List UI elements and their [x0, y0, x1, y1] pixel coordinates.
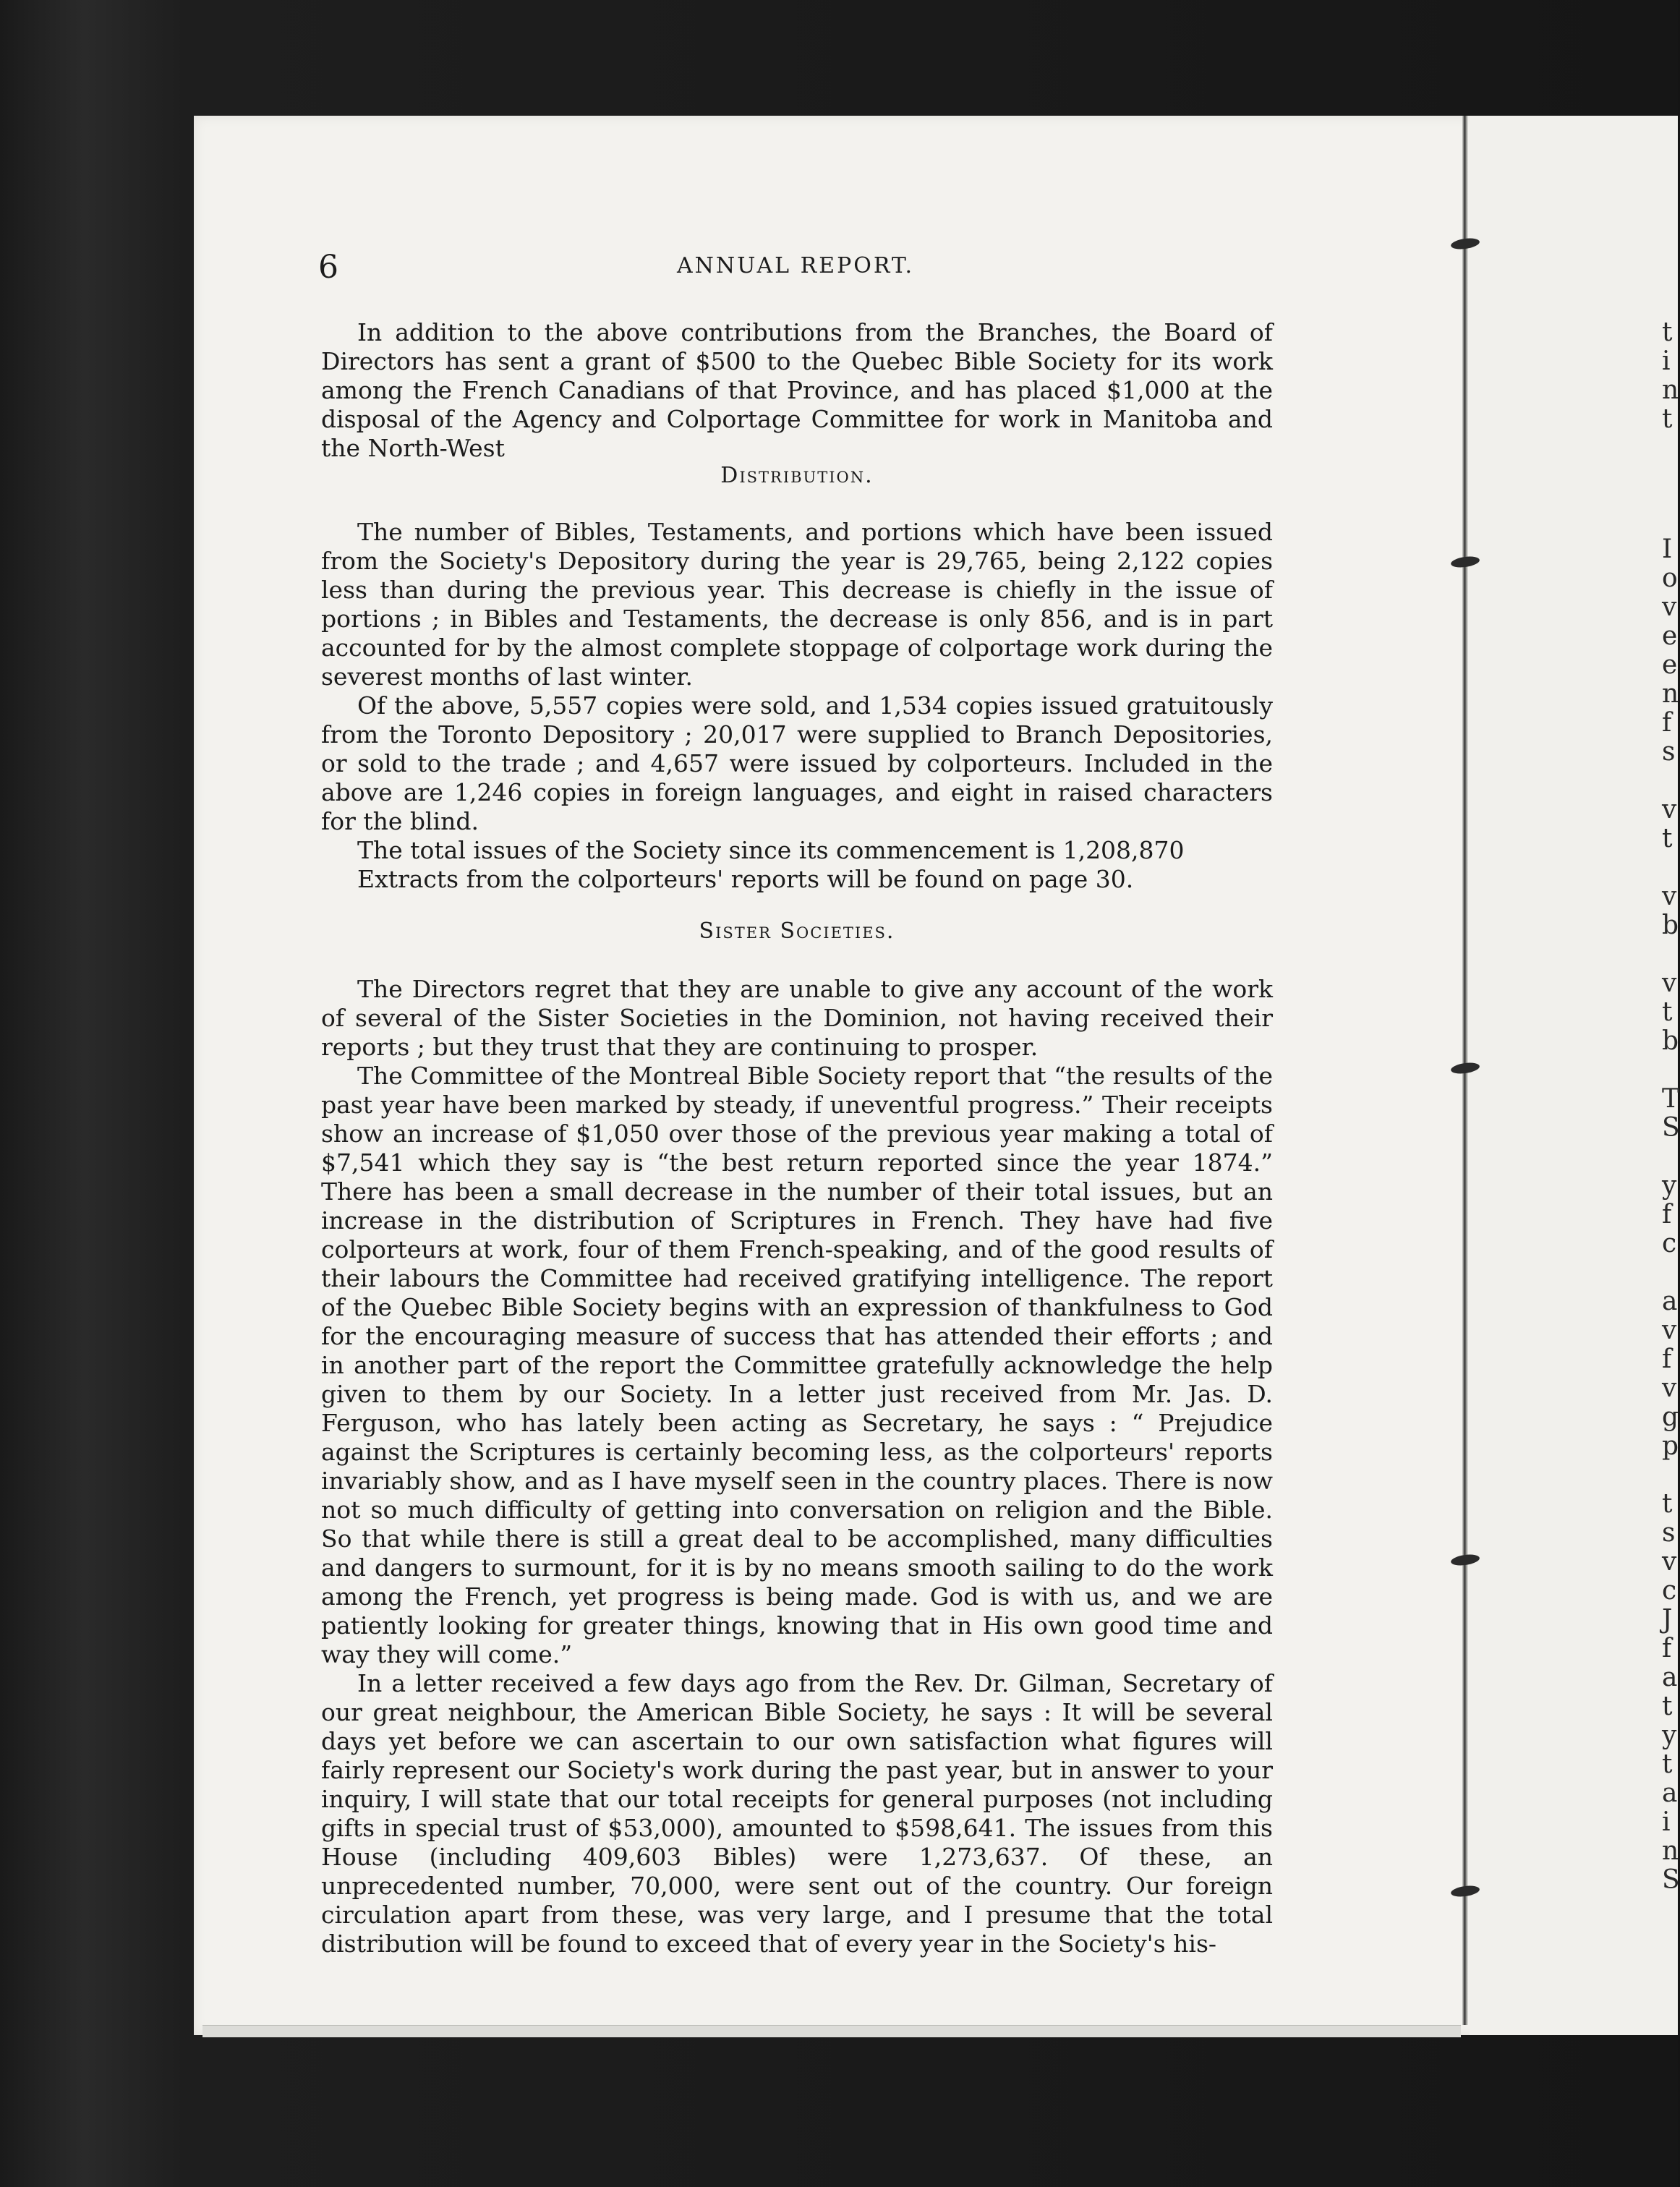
facing-page-fragment: n [1662, 679, 1679, 709]
facing-page-fragment: f [1662, 1200, 1672, 1229]
sister-paragraph-2: The Committee of the Montreal Bible Society report that “the results of the past year have been marked by steady, if uneventful progress.” Their receipts show an increase of $1,050 over those of the previous year making a total of $7,541 which they say is “the best return reported since the year 1874.” There has been a small decrease in the number of their total issues, but an increase in the distribution of Scriptures in French. They have had five colporteurs at work, four of them French-speaking, and of the good results of their labours the Committee had received gratifying intelligence. The report of the Quebec Bible Society begins with an expression of thankfulness to God for the encouraging measure of success that has attended their efforts ; and in another part of the report the Committee gratefully acknowledge the help given to them by our Society. In a letter just received from Mr. Jas. D. Ferguson, who has lately been acting as Secretary, he says : “ Prejudice against the Scriptures is certainly becoming less, as the colporteurs' reports invariably show, and as I have myself seen in the country places. There is now not so much difficulty of getting into conversation on religion and the Bible. So that while there is still a great deal to be accomplished, many difficulties and dangers to surmount, for it is by no means smooth sailing to do the work among the French, yet progress is being made. God is with us, and we are patiently looking for greater things, knowing that in His own good time and way they will come.” [321, 1062, 1273, 1668]
facing-page-fragment: v [1662, 592, 1677, 622]
facing-page-fragment: t [1662, 317, 1673, 347]
facing-page-fragment: f [1662, 708, 1672, 738]
facing-page-fragment: a [1662, 1778, 1678, 1808]
running-head: ANNUAL REPORT. [676, 253, 915, 278]
facing-page-fragment: t [1662, 997, 1673, 1027]
facing-page-fragment: i [1662, 346, 1671, 376]
facing-page-fragment: p [1662, 1431, 1679, 1461]
sister-paragraph-1: The Directors regret that they are unable to give any account of the work of several of the Sister Societies in the Dominion, not having received their reports ; but they trust that they are continuing to prosper. [321, 975, 1273, 1061]
facing-page-fragment: t [1662, 1489, 1673, 1519]
facing-page-fragment: s [1662, 737, 1676, 767]
distribution-paragraph-1: The number of Bibles, Testaments, and portions which have been issued from the Society's Depository during the year is 29,765, being 2,122 copies less than during the previous year. This decrease is chiefly in the issue of portions ; in Bibles and Testaments, the decrease is only 856, and is in part accounted for by the almost complete stoppage of colportage work during the severest months of last winter. [321, 518, 1273, 691]
facing-page-fragment: v [1662, 795, 1677, 824]
facing-page-fragment: c [1662, 1229, 1677, 1258]
facing-page-fragment: v [1662, 1316, 1677, 1345]
intro-paragraph: In addition to the above contributions from the Branches, the Board of Directors has sent a grant of $500 to the Quebec Bible Society for its work among the French Canadians of that Province, and has placed $1,000 at the disposal of the Agency and Colportage Committee for work in Manitoba and the North-West [321, 318, 1273, 462]
facing-page-fragment: J [1662, 1605, 1673, 1634]
intro-paragraph-block [321, 318, 1273, 463]
facing-page-fragment: i [1662, 1807, 1671, 1837]
facing-page-fragment: t [1662, 1692, 1673, 1721]
facing-page-fragment: S [1662, 1865, 1680, 1895]
distribution-block [321, 518, 1273, 894]
facing-page-fragment: b [1662, 1026, 1679, 1056]
distribution-heading: Distribution. [720, 463, 874, 488]
facing-page-fragment: o [1662, 563, 1678, 593]
facing-page-fragment: c [1662, 1576, 1677, 1606]
facing-page-fragment: S [1662, 1113, 1680, 1143]
facing-page-fragment: f [1662, 1344, 1672, 1374]
facing-page-fragment: t [1662, 404, 1673, 434]
page-edge [202, 2025, 1461, 2037]
facing-page-fragment: I [1662, 534, 1673, 564]
facing-page-fragment: n [1662, 375, 1679, 405]
distribution-paragraph-2: Of the above, 5,557 copies were sold, and 1,534 copies issued gratuitously from the Toronto Depository ; 20,017 were supplied to Branch Depositories, or sold to the trade ; and 4,657 were issued by colporteurs. Included in the above are 1,246 copies in foreign languages, and eight in raised characters for the blind. [321, 691, 1273, 835]
facing-page-fragment: v [1662, 968, 1677, 998]
page-header [318, 249, 1273, 285]
facing-page-fragment: y [1662, 1171, 1677, 1201]
page-number: 6 [318, 249, 338, 286]
facing-page-fragment: v [1662, 1373, 1677, 1403]
facing-page-fragment: T [1662, 1084, 1680, 1114]
facing-page-fragment: t [1662, 1749, 1673, 1779]
facing-page-fragment: n [1662, 1836, 1679, 1866]
facing-page-fragment: a [1662, 1287, 1678, 1316]
facing-page-fragment: v [1662, 882, 1677, 911]
distribution-paragraph-4: Extracts from the colporteurs' reports will be found on page 30. [357, 865, 1134, 893]
facing-page-fragment: b [1662, 911, 1679, 940]
distribution-paragraph-3: The total issues of the Society since its commencement is 1,208,870 [357, 836, 1185, 864]
facing-page-fragment: t [1662, 824, 1673, 853]
sister-societies-block [321, 975, 1273, 1958]
sister-societies-heading: Sister Societies. [699, 918, 895, 944]
facing-page-fragment: y [1662, 1721, 1677, 1750]
facing-page-fragment: e [1662, 621, 1678, 651]
facing-page-fragment: v [1662, 1547, 1677, 1577]
facing-page-fragment: a [1662, 1663, 1678, 1692]
facing-page-fragment: s [1662, 1518, 1676, 1548]
facing-page-fragment: g [1662, 1402, 1679, 1432]
facing-page-fragment: e [1662, 650, 1678, 680]
facing-page-fragment: f [1662, 1634, 1672, 1663]
facing-page [1470, 116, 1678, 2035]
sister-paragraph-3: In a letter received a few days ago from the Rev. Dr. Gilman, Secretary of our great neighbour, the American Bible Society, he says : It will be several days yet before we can ascertain to our own satisfaction what figures will fairly represent our Society's work during the past year, but in answer to your inquiry, I will state that our total receipts for general purposes (not including gifts in special trust of $53,000), amounted to $598,641. The issues from this House (including 409,603 Bibles) were 1,273,637. Of these, an unprecedented number, 70,000, were sent out of the country. Our foreign circulation apart from these, was very large, and I presume that the total distribution will be found to exceed that of every year in the Society's his- [321, 1669, 1273, 1958]
